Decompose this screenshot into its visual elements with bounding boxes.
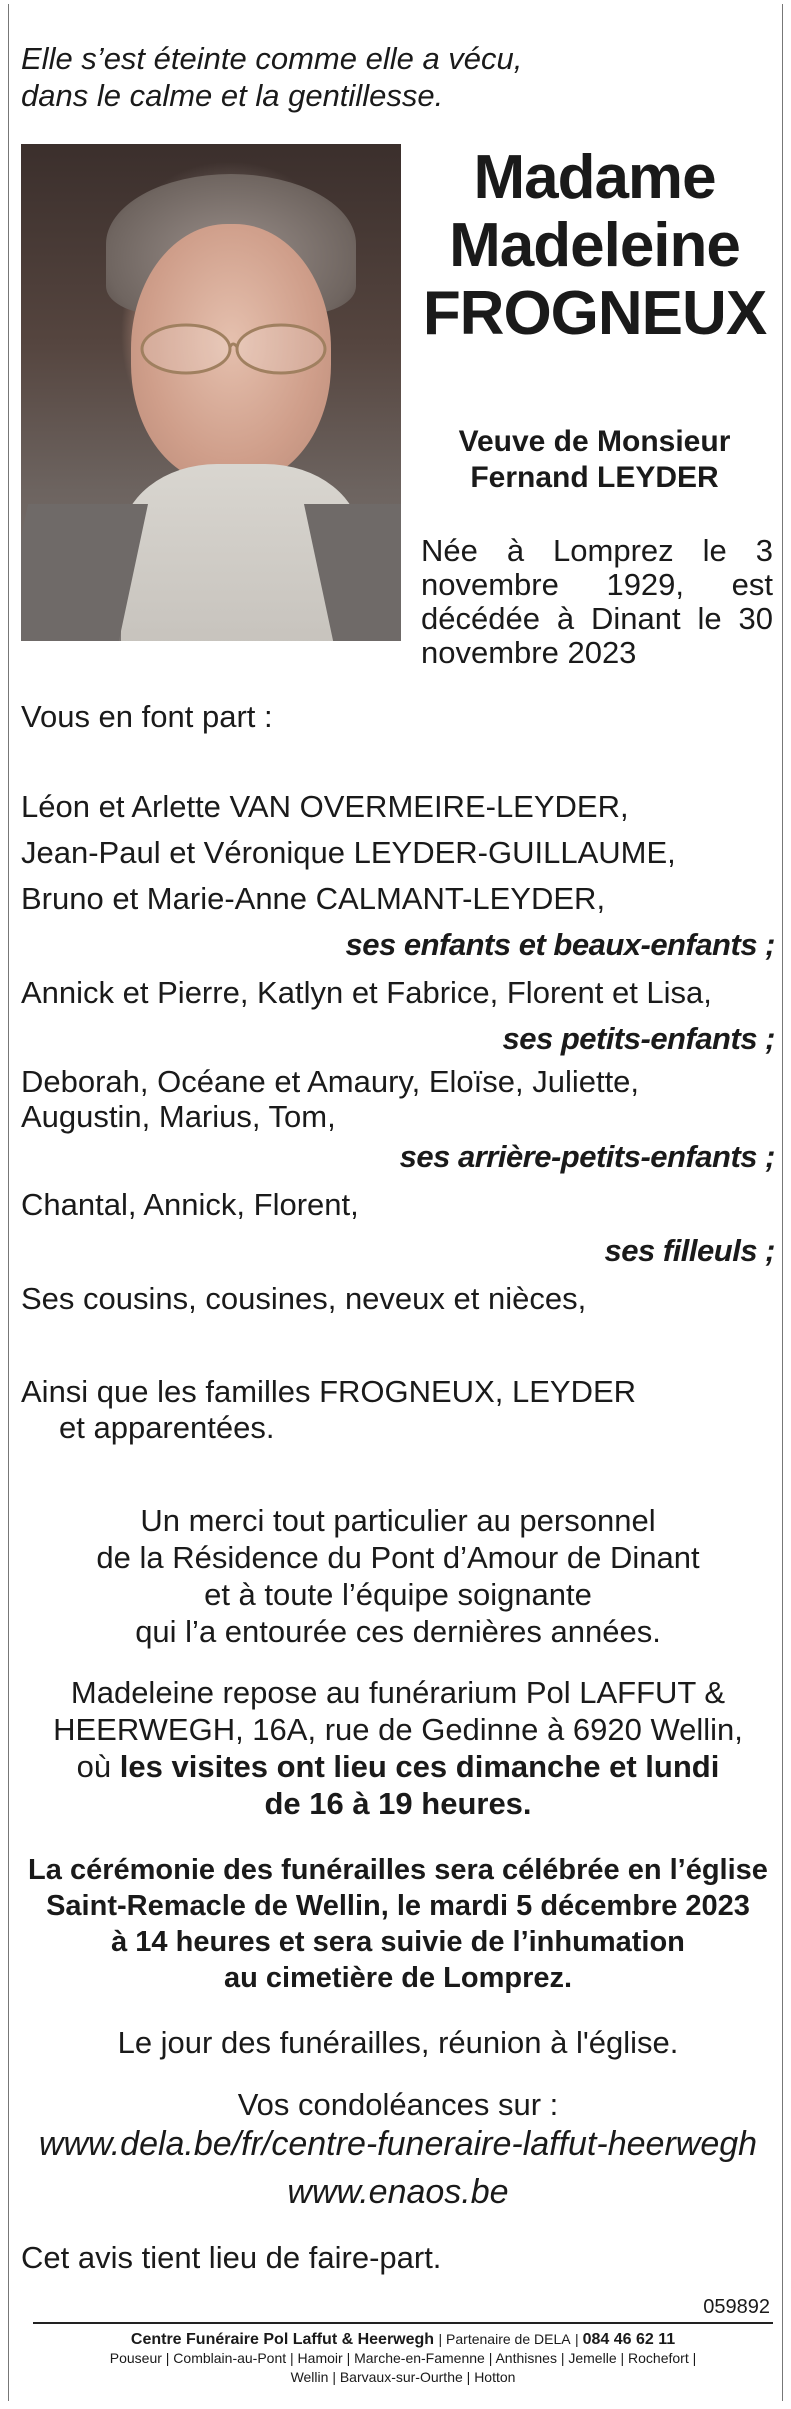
funeral-home-footer [33, 2322, 773, 2387]
widow-line: Fernand LEYDER [470, 461, 719, 494]
thanks-line: et à toute l’équipe soignante [204, 1577, 592, 1612]
name-line: FROGNEUX [422, 279, 767, 348]
condolence-link[interactable]: www.dela.be/fr/centre-funeraire-laffut-heerwegh [38, 2125, 758, 2163]
condolence-link[interactable]: www.enaos.be [287, 2173, 509, 2211]
visit-hours: de 16 à 19 heures. [264, 1786, 532, 1821]
epigraph-line: Elle s’est éteinte comme elle a vécu, [21, 41, 523, 76]
family-line: Deborah, Océane et Amaury, Eloïse, Juliette, [21, 1064, 640, 1099]
deceased-name [417, 144, 772, 348]
ceremony-line: au cimetière de Lomprez. [223, 1962, 573, 1994]
family-line: Augustin, Marius, Tom, [21, 1099, 336, 1134]
ceremony-line: La cérémonie des funérailles sera célébrée en l’église [28, 1854, 768, 1886]
family-list [21, 784, 775, 1322]
relation-label: ses filleuls ; [604, 1233, 775, 1268]
ceremony-line: Saint-Remacle de Wellin, le mardi 5 décembre 2023 [46, 1890, 750, 1922]
relation-label: ses enfants et beaux-enfants ; [345, 927, 775, 962]
visit-hours: les visites ont lieu ces dimanche et lundi [119, 1749, 720, 1784]
ceremony-text [21, 1852, 775, 1996]
widow-line: Veuve de Monsieur [458, 425, 731, 458]
condolences-label: Vos condoléances sur : [237, 2087, 559, 2122]
condolence-links [21, 2120, 775, 2216]
notice-text: Cet avis tient lieu de faire-part. [21, 2240, 442, 2275]
reference-number: 059892 [703, 2296, 770, 2318]
phone-number[interactable]: 084 46 62 11 [582, 2331, 676, 2348]
obituary-page [8, 4, 783, 2401]
epigraph-line: dans le calme et la gentillesse. [21, 78, 444, 113]
rest-line: Madeleine repose au funérarium Pol LAFFUT & [70, 1675, 726, 1710]
family-line: Chantal, Annick, Florent, [21, 1187, 359, 1222]
family-line: Ses cousins, cousines, neveux et nièces, [21, 1281, 587, 1316]
also-line: et apparentées. [59, 1410, 275, 1445]
footer-places: Pouseur | Comblain-au-Pont | Hamoir | Marche-en-Famenne | Anthisnes | Jemelle | Rochefort | [109, 2350, 697, 2366]
also-families [21, 1374, 636, 1446]
family-line: Jean-Paul et Véronique LEYDER-GUILLAUME, [21, 835, 676, 870]
thanks-line: de la Résidence du Pont d’Amour de Dinant [96, 1540, 700, 1575]
family-line: Léon et Arlette VAN OVERMEIRE-LEYDER, [21, 789, 629, 824]
rest-line: HEERWEGH, 16A, rue de Gedinne à 6920 Wellin, [53, 1712, 743, 1747]
widow-of [417, 424, 772, 496]
name-line: Madame [473, 143, 716, 212]
thanks-line: Un merci tout particulier au personnel [140, 1503, 656, 1538]
funerarium-text [21, 1674, 775, 1822]
epigraph [21, 40, 721, 114]
portrait-photo [21, 144, 401, 641]
thanks-line: qui l’a entourée ces dernières années. [135, 1614, 661, 1649]
family-line: Bruno et Marie-Anne CALMANT-LEYDER, [21, 881, 606, 916]
footer-places: Wellin | Barvaux-sur-Ourthe | Hotton [290, 2369, 516, 2385]
relation-label: ses petits-enfants ; [502, 1021, 775, 1056]
glasses-shape [136, 319, 331, 379]
relation-label: ses arrière-petits-enfants ; [399, 1139, 775, 1174]
footer-main-line: Centre Funéraire Pol Laffut & Heerwegh | Partenaire de DELA | 084 46 62 11 [130, 2331, 676, 2348]
company-name: Centre Funéraire Pol Laffut & Heerwegh [130, 2331, 435, 2348]
partner-label: Partenaire de DELA [446, 2331, 571, 2347]
announce-text: Vous en font part : [21, 699, 273, 734]
family-line: Annick et Pierre, Katlyn et Fabrice, Florent et Lisa, [21, 975, 712, 1010]
ceremony-line: à 14 heures et sera suivie de l’inhumation [111, 1926, 685, 1958]
also-line: Ainsi que les familles FROGNEUX, LEYDER [21, 1374, 637, 1409]
thanks-text [21, 1502, 775, 1650]
meeting-text: Le jour des funérailles, réunion à l'église. [117, 2025, 679, 2060]
rest-line [21, 1748, 775, 1785]
rest-prefix: où [76, 1749, 120, 1784]
birth-death-text: Née à Lomprez le 3 novembre 1929, est décédée à Dinant le 30 novembre 2023 [421, 533, 773, 670]
name-line: Madeleine [449, 211, 740, 280]
